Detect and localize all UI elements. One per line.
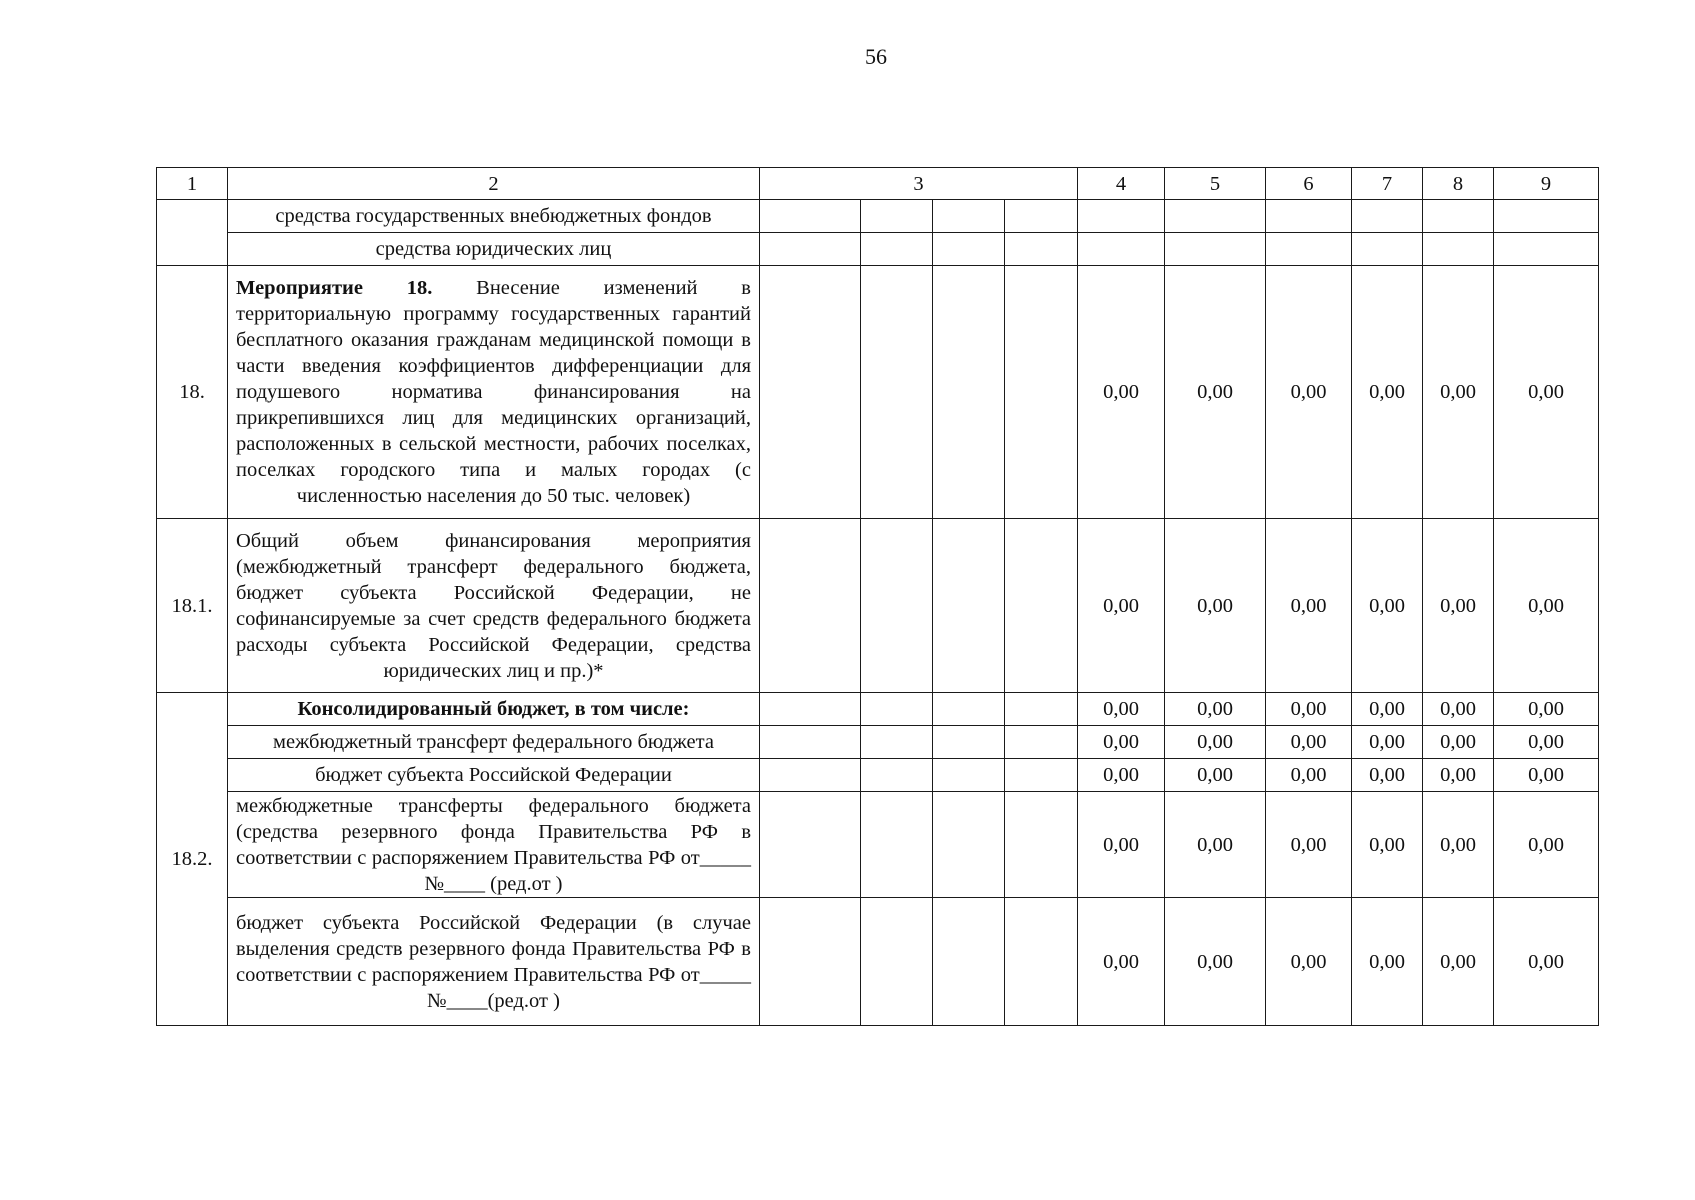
value-cell: 0,00 (1078, 266, 1165, 519)
value-cell: 0,00 (1352, 519, 1423, 693)
table-row-18-2 (157, 693, 1599, 726)
value-cell: 0,00 (1423, 792, 1494, 898)
value-cell: 0,00 (1423, 898, 1494, 1026)
row-number: 18.2. (157, 693, 228, 1026)
value-cell: 0,00 (1423, 726, 1494, 759)
table-row (157, 726, 1599, 759)
event-text: Внесение изменений в территориальную программу государственных гарантий бесплатного оказания гражданам медицинской помощи в части введения коэффициентов дифференциации для подушевого норматива финансирования на прикрепившихся лиц для медицинских организаций, расположенных в сельской местности, рабочих поселках, поселках городского типа и малых городах (с численностью населения до 50 тыс. человек) (236, 277, 751, 507)
table-row (157, 759, 1599, 792)
table-row (157, 200, 1599, 233)
header-cell: 5 (1165, 168, 1266, 200)
financing-table (156, 167, 1599, 1026)
value-cell: 0,00 (1165, 519, 1266, 693)
row-description: межбюджетный трансферт федерального бюджета (228, 726, 760, 759)
event-title: Мероприятие 18. (236, 277, 433, 299)
value-cell: 0,00 (1423, 266, 1494, 519)
row-description (228, 266, 760, 519)
value-cell: 0,00 (1165, 792, 1266, 898)
page-number: 56 (865, 44, 887, 69)
value-cell: 0,00 (1494, 693, 1599, 726)
header-cell: 4 (1078, 168, 1165, 200)
value-cell: 0,00 (1352, 792, 1423, 898)
row-description: Общий объем финансирования мероприятия (межбюджетный трансферт федерального бюджета, бюджет субъекта Российской Федерации, не софинансируемые за счет средств федерального бюджета расходы субъекта Российской Федерации, средства юридических лиц и пр.)* (228, 519, 760, 693)
table-row-18 (157, 266, 1599, 519)
value-cell: 0,00 (1165, 898, 1266, 1026)
value-cell: 0,00 (1266, 519, 1352, 693)
value-cell: 0,00 (1266, 266, 1352, 519)
header-cell: 7 (1352, 168, 1423, 200)
empty-number-cell (157, 200, 228, 266)
row-description: средства юридических лиц (228, 233, 760, 266)
value-cell: 0,00 (1266, 693, 1352, 726)
value-cell: 0,00 (1494, 726, 1599, 759)
value-cell: 0,00 (1266, 726, 1352, 759)
header-cell: 3 (760, 168, 1078, 200)
value-cell: 0,00 (1352, 759, 1423, 792)
value-cell: 0,00 (1352, 693, 1423, 726)
header-cell: 6 (1266, 168, 1352, 200)
value-cell: 0,00 (1494, 266, 1599, 519)
value-cell: 0,00 (1078, 519, 1165, 693)
row-number: 18. (157, 266, 228, 519)
row-description: бюджет субъекта Российской Федерации (в случае выделения средств резервного фонда Правительства РФ в соответствии с распоряжением Правительства РФ от_____ №____(ред.от ) (228, 898, 760, 1026)
value-cell: 0,00 (1494, 792, 1599, 898)
value-cell: 0,00 (1266, 759, 1352, 792)
value-cell: 0,00 (1494, 898, 1599, 1026)
header-cell: 8 (1423, 168, 1494, 200)
table-row-18-1 (157, 519, 1599, 693)
value-cell: 0,00 (1352, 726, 1423, 759)
value-cell: 0,00 (1078, 759, 1165, 792)
value-cell: 0,00 (1352, 898, 1423, 1026)
value-cell: 0,00 (1266, 898, 1352, 1026)
value-cell: 0,00 (1423, 759, 1494, 792)
row-number: 18.1. (157, 519, 228, 693)
value-cell: 0,00 (1165, 266, 1266, 519)
row-description: бюджет субъекта Российской Федерации (228, 759, 760, 792)
table-row (157, 233, 1599, 266)
value-cell: 0,00 (1078, 693, 1165, 726)
header-cell: 2 (228, 168, 760, 200)
value-cell: 0,00 (1165, 726, 1266, 759)
row-description: межбюджетные трансферты федерального бюджета (средства резервного фонда Правительства РФ в соответствии с распоряжением Правительства РФ от_____ №____ (ред.от ) (228, 792, 760, 898)
value-cell: 0,00 (1078, 726, 1165, 759)
row-description: Консолидированный бюджет, в том числе: (228, 693, 760, 726)
header-cell: 9 (1494, 168, 1599, 200)
table-row (157, 792, 1599, 898)
value-cell: 0,00 (1423, 693, 1494, 726)
value-cell: 0,00 (1423, 519, 1494, 693)
header-row (157, 168, 1599, 200)
row-description: средства государственных внебюджетных фондов (228, 200, 760, 233)
value-cell: 0,00 (1494, 759, 1599, 792)
table-row (157, 898, 1599, 1026)
value-cell: 0,00 (1078, 898, 1165, 1026)
value-cell: 0,00 (1494, 519, 1599, 693)
value-cell: 0,00 (1165, 693, 1266, 726)
value-cell: 0,00 (1078, 792, 1165, 898)
value-cell: 0,00 (1165, 759, 1266, 792)
header-cell: 1 (157, 168, 228, 200)
value-cell: 0,00 (1266, 792, 1352, 898)
value-cell: 0,00 (1352, 266, 1423, 519)
